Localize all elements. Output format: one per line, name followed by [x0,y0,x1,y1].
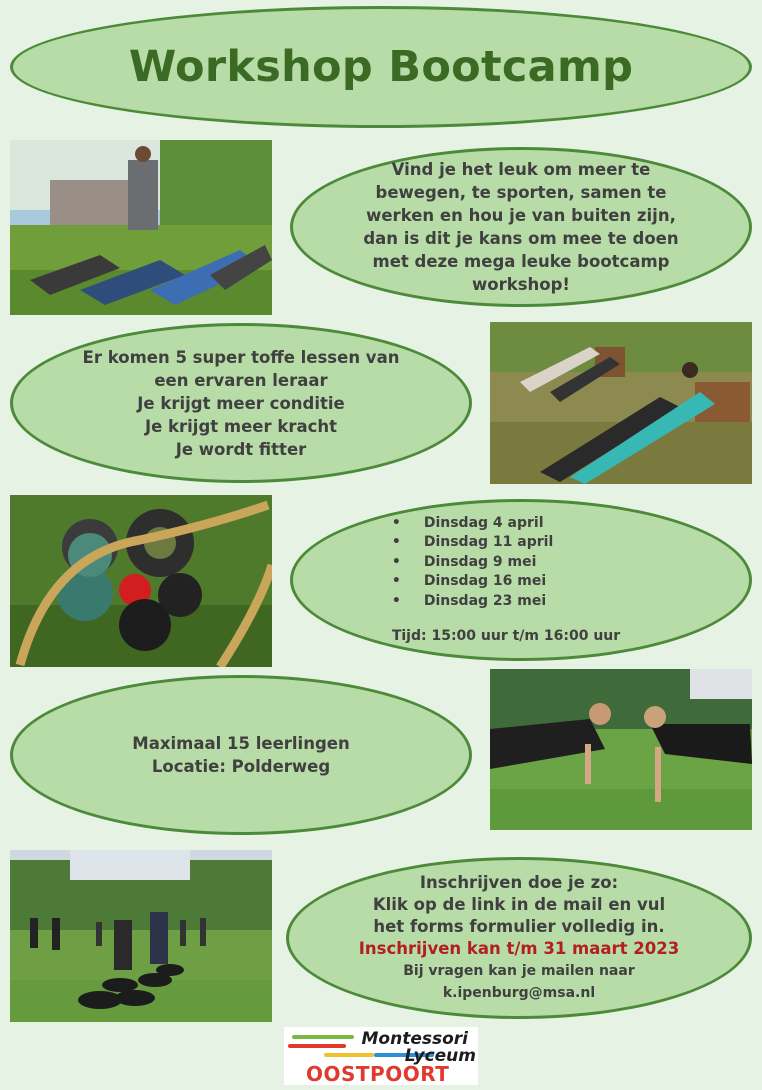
photo-equipment [10,495,272,667]
benefit-line: Je wordt fitter [175,439,307,459]
location: Locatie: Polderweg [151,757,331,776]
logo-stripe-red [288,1044,346,1048]
photo-partner-plank [490,669,752,830]
info-text [132,732,349,778]
logo-text-montessori: Montessori [361,1029,468,1049]
benefits-oval [10,323,472,483]
session-time: Tijd: 15:00 uur t/m 16:00 uur [391,628,621,644]
page-title: Workshop Bootcamp [128,42,634,92]
photo-situps-group [10,140,272,315]
photo-bench-pushups [490,322,752,484]
schedule-oval [290,499,752,661]
intro-line: met deze mega leuke bootcamp [372,252,670,271]
benefits-text [83,346,400,461]
signup-deadline: Inschrijven kan t/m 31 maart 2023 [358,939,680,958]
signup-text [359,872,679,1004]
intro-line: bewegen, te sporten, samen te [375,183,667,202]
title-banner [10,6,752,128]
intro-line: Vind je het leuk om meer te [391,160,651,179]
date-item: • Dinsdag 16 mei [392,572,620,592]
benefit-line: Je krijgt meer conditie [137,393,345,413]
intro-line: dan is dit je kans om mee te doen [363,229,679,248]
intro-line: workshop! [472,275,570,294]
photo-tire-run [10,850,272,1022]
date-item: • Dinsdag 23 mei [392,592,620,612]
signup-heading: Inschrijven doe je zo: [419,873,619,892]
signup-line: het forms formulier volledig in. [373,917,665,936]
date-item: • Dinsdag 11 april [392,533,620,553]
logo-text-lyceum: Lyceum [404,1046,476,1066]
signup-oval [286,857,752,1019]
intro-line: werken en hou je van buiten zijn, [366,206,676,225]
logo-stripe-green [292,1035,354,1039]
benefit-line: Je krijgt meer kracht [144,416,338,436]
date-item: • Dinsdag 4 april [392,514,620,534]
benefit-line: Er komen 5 super toffe lessen van [82,347,400,367]
school-logo [284,1027,478,1085]
info-oval [10,675,472,835]
contact-email[interactable]: k.ipenburg@msa.nl [442,985,596,1001]
logo-stripe-yellow [324,1053,374,1057]
benefit-line: een ervaren leraar [154,370,328,390]
intro-oval [290,147,752,307]
dates-list [392,514,620,647]
intro-text [363,158,678,296]
questions-text: Bij vragen kan je mailen naar [403,963,635,979]
max-participants: Maximaal 15 leerlingen [132,734,350,753]
logo-text-oostpoort: OOSTPOORT [306,1062,450,1086]
date-item: • Dinsdag 9 mei [392,553,620,573]
signup-line: Klik op de link in de mail en vul [372,895,666,914]
